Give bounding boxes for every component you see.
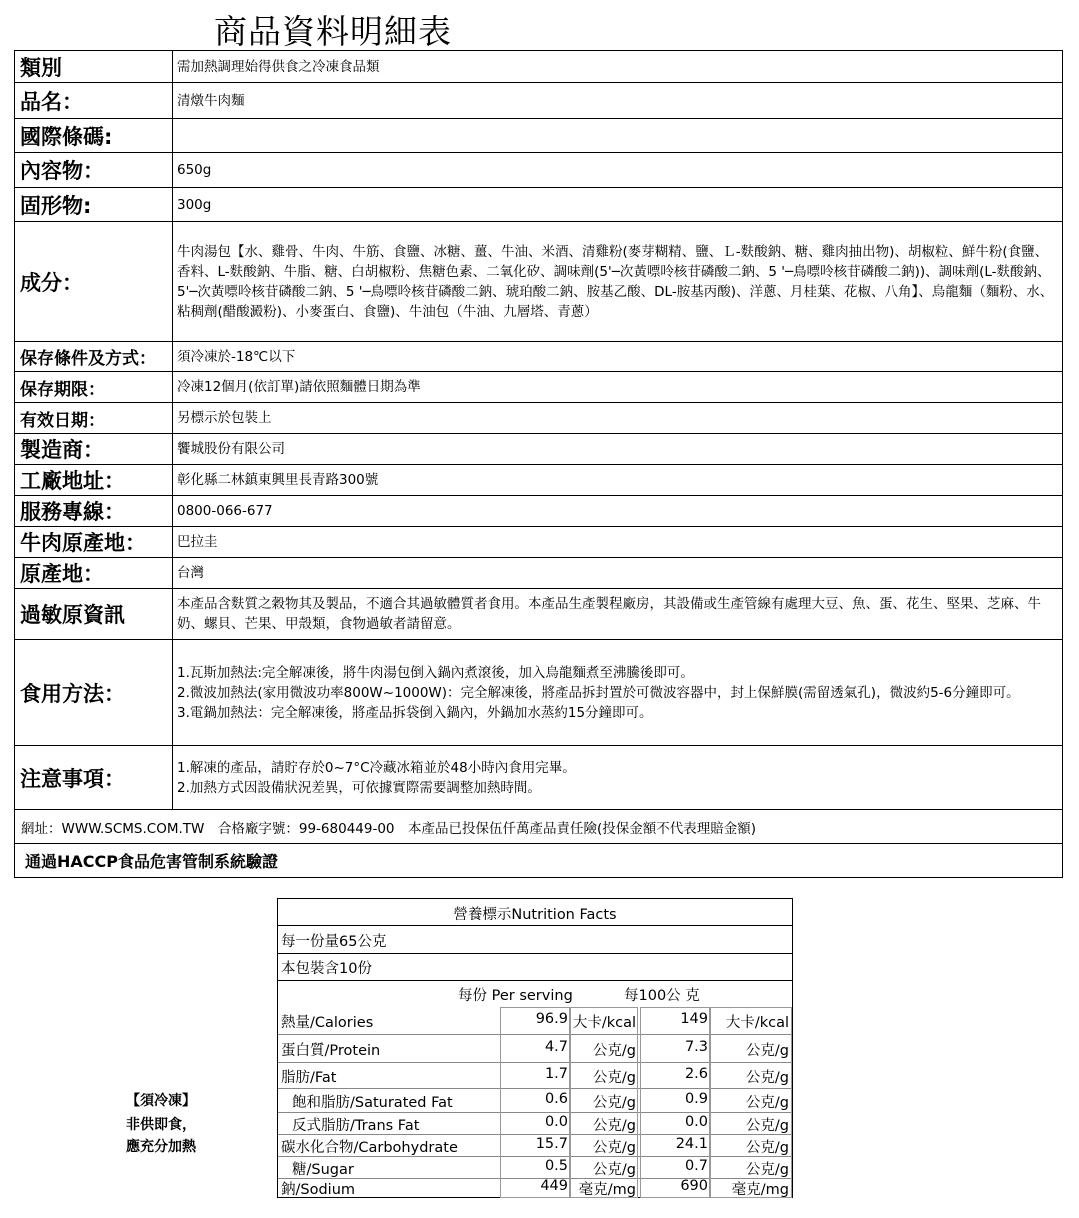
per-100g-header: 每100公 克	[624, 988, 700, 1004]
per-serving-value: 1.7	[544, 1065, 568, 1082]
per-100g-unit: 大卡/kcal	[725, 1015, 789, 1031]
per-100g-value: 0.9	[684, 1090, 708, 1107]
spec-row-ingredients	[15, 222, 1063, 342]
value-column-outline	[640, 1007, 710, 1198]
page-title: 商品資料明細表	[214, 12, 452, 51]
per-serving-value: 0.5	[544, 1157, 568, 1174]
footer-line: 網址：WWW.SCMS.COM.TW 合格廠字號：99-680449-00 本產品已投保伍仟萬產品責任險(投保金額不代表理賠金額)	[15, 810, 1063, 844]
nutrient-name: 脂肪/Fat	[281, 1069, 337, 1086]
spec-row-expiry	[15, 403, 1063, 434]
spec-row-factory	[15, 465, 1063, 496]
notice-label: 注意事項：	[15, 746, 173, 810]
per-100g-unit: 公克/g	[745, 1042, 789, 1059]
per-100g-value: 0.7	[684, 1157, 708, 1174]
value-column-outline	[570, 1007, 638, 1198]
per-100g-unit: 公克/g	[745, 1117, 789, 1134]
method-label: 食用方法：	[15, 640, 173, 746]
ingredients-label: 成分：	[15, 222, 173, 342]
not-ready-to-eat-note: 非供即食，	[126, 1117, 196, 1133]
per-serving-header: 每份 Per serving	[458, 988, 573, 1004]
spec-row-footer	[15, 810, 1063, 844]
ingredients-value: 牛肉湯包【水、雞骨、牛肉、牛筋、食鹽、冰糖、薑、牛油、米酒、清雞粉(麥芽糊精、鹽、Ｌ-麩酸鈉、糖、雞肉抽出物)、胡椒粒、鮮牛粉(食鹽、香料、L-麩酸鈉、牛脂、糖、白胡椒粉、焦糖色素、二氧化矽、調味劑(5'─次黃嘌呤核苷磷酸二鈉、5 '─鳥嘌呤核苷磷酸二鈉))、調味劑(L-麩酸鈉、5'─次黃嘌呤核苷磷酸二鈉、5 '─鳥嘌呤核苷磷酸二鈉、琥珀酸二鈉、胺基乙酸、DL-胺基丙酸)、洋蔥、月桂葉、花椒、八角】、烏龍麵（麵粉、水、粘稠劑(醋酸澱粉)、小麥蛋白、食鹽)、牛油包（牛油、九層塔、青蔥）	[173, 222, 1063, 342]
name-label: 品名：	[15, 83, 173, 119]
hotline-label: 服務專線：	[15, 496, 173, 527]
beef-origin-value: 巴拉圭	[173, 527, 1063, 558]
per-100g-value: 690	[680, 1178, 708, 1194]
spec-row-beef-origin	[15, 527, 1063, 558]
per-100g-value: 7.3	[684, 1038, 708, 1055]
value-column-outline	[500, 1007, 570, 1198]
shelf-value: 冷凍12個月(依訂單)請依照麵體日期為準	[173, 372, 1063, 403]
per-100g-value: 0.0	[684, 1113, 708, 1130]
servings-per-package: 本包裝含10份	[281, 961, 372, 977]
per-100g-unit: 公克/g	[745, 1094, 789, 1111]
spec-row-content	[15, 153, 1063, 188]
per-100g-unit: 公克/g	[745, 1069, 789, 1086]
per-serving-unit: 公克/g	[592, 1094, 636, 1111]
spec-row-name	[15, 83, 1063, 119]
shelf-label: 保存期限：	[15, 372, 173, 403]
spec-row-allergen	[15, 589, 1063, 640]
spec-row-method	[15, 640, 1063, 746]
solids-value: 300g	[173, 188, 1063, 222]
heat-thoroughly-note: 應充分加熱	[126, 1139, 196, 1155]
per-serving-unit: 公克/g	[592, 1042, 636, 1059]
storage-value: 須冷凍於-18℃以下	[173, 342, 1063, 372]
per-100g-value: 149	[680, 1011, 708, 1027]
per-serving-unit: 大卡/kcal	[572, 1015, 636, 1031]
haccp-line: 通過HACCP食品危害管制系統驗證	[15, 844, 1063, 878]
beef-origin-label: 牛肉原產地：	[15, 527, 173, 558]
per-serving-value: 449	[540, 1178, 568, 1194]
spec-row-category	[15, 51, 1063, 83]
spec-row-notice	[15, 746, 1063, 810]
origin-value: 台灣	[173, 558, 1063, 589]
method-line: 1.瓦斯加熱法:完全解凍後，將牛肉湯包倒入鍋內煮滾後，加入烏龍麵煮至沸騰後即可。	[177, 664, 694, 681]
serving-size: 每一份量65公克	[281, 934, 387, 950]
hotline-value: 0800-066-677	[173, 496, 1063, 527]
nutrient-name: 碳水化合物/Carbohydrate	[281, 1139, 458, 1156]
per-serving-unit: 公克/g	[592, 1069, 636, 1086]
content-value: 650g	[173, 153, 1063, 188]
per-serving-unit: 公克/g	[592, 1161, 636, 1178]
spec-row-origin	[15, 558, 1063, 589]
solids-label: 固形物:	[15, 188, 173, 222]
category-value: 需加熱調理始得供食之冷凍食品類	[173, 51, 1063, 83]
per-serving-unit: 毫克/mg	[578, 1182, 636, 1198]
per-100g-value: 24.1	[675, 1135, 708, 1152]
per-100g-unit: 公克/g	[745, 1161, 789, 1178]
expiry-value: 另標示於包裝上	[173, 403, 1063, 434]
method-line: 2.微波加熱法(家用微波功率800W~1000W)：完全解凍後，將產品拆封置於可微波容器中，封上保鮮膜(需留透氣孔)，微波約5-6分鐘即可。	[177, 684, 1020, 701]
method-value	[173, 640, 1063, 746]
maker-label: 製造商：	[15, 434, 173, 465]
name-value: 清燉牛肉麵	[173, 83, 1063, 119]
nutrient-name: 飽和脂肪/Saturated Fat	[292, 1094, 453, 1111]
spec-row-haccp	[15, 844, 1063, 878]
allergen-value: 本產品含麩質之穀物其及製品，不適合其過敏體質者食用。本產品生產製程廠房，其設備或生產管線有處理大豆、魚、蛋、花生、堅果、芝麻、牛奶、螺貝、芒果、甲殼類，食物過敏者請留意。	[173, 589, 1063, 640]
content-label: 內容物：	[15, 153, 173, 188]
per-100g-unit: 毫克/mg	[731, 1182, 789, 1198]
frozen-note: 【須冷凍】	[126, 1093, 196, 1109]
per-serving-unit: 公克/g	[592, 1139, 636, 1156]
storage-label: 保存條件及方式：	[15, 342, 173, 372]
per-100g-unit: 公克/g	[745, 1139, 789, 1156]
nutrient-name: 反式脂肪/Trans Fat	[292, 1117, 420, 1134]
value-column-outline	[710, 1007, 792, 1198]
nutrition-facts-table	[277, 898, 793, 1198]
nutrition-title: 營養標示Nutrition Facts	[453, 907, 617, 923]
per-serving-value: 4.7	[544, 1038, 568, 1055]
per-serving-unit: 公克/g	[592, 1117, 636, 1134]
per-serving-value: 15.7	[535, 1135, 568, 1152]
notice-value	[173, 746, 1063, 810]
nutrient-name: 蛋白質/Protein	[281, 1042, 381, 1059]
factory-value: 彰化縣二林鎮東興里長青路300號	[173, 465, 1063, 496]
product-spec-table	[14, 50, 1063, 878]
nutrient-name: 熱量/Calories	[281, 1015, 374, 1031]
spec-row-maker	[15, 434, 1063, 465]
expiry-label: 有效日期：	[15, 403, 173, 434]
spec-row-hotline	[15, 496, 1063, 527]
notice-line: 1.解凍的產品，請貯存於0~7°C冷藏冰箱並於48小時內食用完畢。	[177, 759, 576, 776]
nutrient-name: 鈉/Sodium	[281, 1182, 356, 1198]
origin-label: 原產地：	[15, 558, 173, 589]
notice-line: 2.加熱方式因設備狀況差異，可依據實際需要調整加熱時間。	[177, 779, 541, 796]
per-serving-value: 0.0	[544, 1113, 568, 1130]
spec-row-storage	[15, 342, 1063, 372]
spec-row-barcode	[15, 119, 1063, 153]
category-label: 類別	[15, 51, 173, 83]
barcode-value	[173, 119, 1063, 153]
spec-row-solids	[15, 188, 1063, 222]
allergen-label: 過敏原資訊	[15, 589, 173, 640]
barcode-label: 國際條碼:	[15, 119, 173, 153]
per-serving-value: 96.9	[535, 1011, 568, 1027]
factory-label: 工廠地址：	[15, 465, 173, 496]
per-100g-value: 2.6	[684, 1065, 708, 1082]
per-serving-value: 0.6	[544, 1090, 568, 1107]
maker-value: 饗城股份有限公司	[173, 434, 1063, 465]
spec-row-shelf	[15, 372, 1063, 403]
nutrient-name: 糖/Sugar	[292, 1161, 354, 1178]
method-line: 3.電鍋加熱法：完全解凍後，將產品拆袋倒入鍋內，外鍋加水蒸約15分鐘即可。	[177, 704, 653, 721]
